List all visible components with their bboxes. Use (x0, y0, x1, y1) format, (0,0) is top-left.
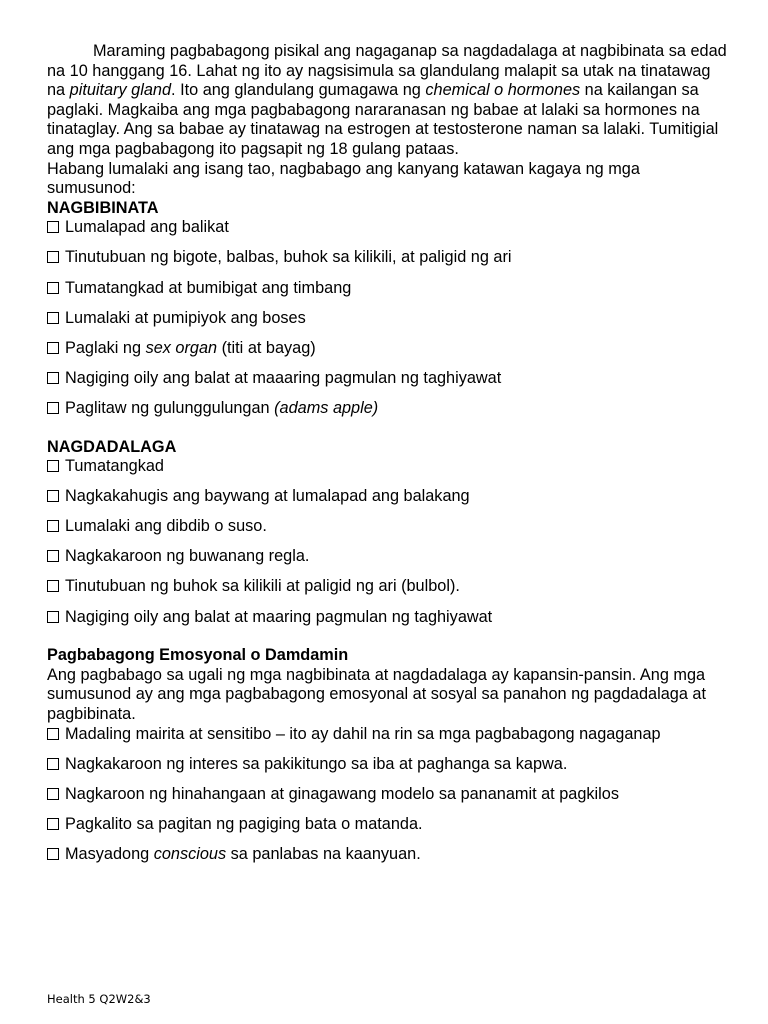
checkbox-icon (47, 728, 59, 740)
text-run: Pagkalito sa pagitan ng pagiging bata o matanda. (65, 814, 423, 833)
list-item (47, 248, 727, 268)
text-run: sa panlabas na kaanyuan. (226, 844, 421, 863)
text-run: Masyadong (65, 844, 154, 863)
text-run: Nagkakahugis ang baywang at lumalapad ang balakang (65, 487, 470, 506)
text-run: Maraming pagbabagong pisikal ang nagaganap sa nagdadalaga at nagbibinata sa edad na 10 hanggang 16. Lahat ng ito ay nagsisimula sa glandulang malapit sa utak na tinatawag na (47, 42, 727, 100)
text-run: Nagkakaroon ng buwanang regla. (65, 547, 310, 566)
emphasis-text: sex organ (145, 338, 218, 357)
text-run: Paglaki ng (65, 338, 146, 357)
emphasis-text: conscious (153, 844, 227, 863)
list-item (47, 369, 727, 389)
checkbox-icon (47, 460, 59, 472)
checkbox-icon (47, 758, 59, 770)
list-item (47, 577, 727, 597)
emphasis-text: (adams apple) (274, 398, 379, 417)
checkbox-icon (47, 251, 59, 263)
list-item (47, 725, 727, 745)
checkbox-icon (47, 342, 59, 354)
text-run: (titi at bayag) (217, 338, 316, 357)
list-nagdadalaga (47, 457, 727, 627)
text-run: Paglitaw ng gulunggulungan (65, 398, 275, 417)
list-emosyonal (47, 725, 727, 865)
list-item (47, 279, 727, 299)
list-item (47, 218, 727, 238)
text-run: Lumalaki ang dibdib o suso. (65, 517, 267, 536)
checkbox-icon (47, 520, 59, 532)
intro-lead-in: Habang lumalaki ang isang tao, nagbabago ang kanyang katawan kagaya ng mga sumusunod: (47, 159, 640, 198)
text-run: Nagiging oily ang balat at maaring pagmulan ng taghiyawat (65, 607, 493, 626)
text-run: Lumalapad ang balikat (65, 218, 229, 237)
checkbox-icon (47, 372, 59, 384)
emphasis-text: chemical o hormones (425, 81, 581, 100)
text-run: Lumalaki at pumipiyok ang boses (65, 308, 306, 327)
document-body (47, 42, 727, 865)
text-run: Tumatangkad (65, 457, 164, 476)
checkbox-icon (47, 788, 59, 800)
checkbox-icon (47, 580, 59, 592)
text-run: na kailangan sa paglaki. Magkaiba ang mga pagbabagong nararanasan ng babae at lalaki sa hormones na tinataglay. Ang sa babae ay tinatawag na estrogen at testosterone naman sa lalaki. Tumitigial ang mga pagbabagong ito pagsapit ng 18 gulang pataas. (47, 81, 719, 158)
list-item (47, 755, 727, 775)
list-nagbibinata (47, 218, 727, 418)
checkbox-icon (47, 282, 59, 294)
list-item (47, 815, 727, 835)
text-run: Nagiging oily ang balat at maaaring pagmulan ng taghiyawat (65, 368, 502, 387)
checkbox-icon (47, 818, 59, 830)
text-run: Nagkaroon ng hinahangaan at ginagawang modelo sa pananamit at pagkilos (65, 784, 619, 803)
text-run: Nagkakaroon ng interes sa pakikitungo sa iba at paghanga sa kapwa. (65, 754, 568, 773)
checkbox-icon (47, 611, 59, 623)
text-run: Madaling mairita at sensitibo – ito ay dahil na rin sa mga pagbabagong nagaganap (65, 724, 661, 743)
page-footer: Health 5 Q2W2&3 (47, 992, 151, 1006)
list-item (47, 517, 727, 537)
list-item (47, 547, 727, 567)
list-item (47, 845, 727, 865)
emphasis-text: pituitary gland (69, 81, 172, 100)
checkbox-icon (47, 402, 59, 414)
checkbox-icon (47, 550, 59, 562)
section-heading-nagdadalaga: NAGDADALAGA (47, 437, 177, 456)
list-item (47, 339, 727, 359)
intro-paragraph (47, 42, 727, 160)
list-item (47, 399, 727, 419)
text-run: Tinutubuan ng buhok sa kilikili at paligid ng ari (bulbol). (65, 577, 460, 596)
emosyonal-intro: Ang pagbabago sa ugali ng mga nagbibinata at nagdadalaga ay kapansin-pansin. Ang mga sumusunod ay ang mga pagbabagong emosyonal at sosyal sa panahon ng pagdadalaga at pagbibinata. (47, 665, 706, 723)
section-heading-nagbibinata: NAGBIBINATA (47, 198, 159, 217)
list-item (47, 457, 727, 477)
list-item (47, 487, 727, 507)
checkbox-icon (47, 221, 59, 233)
list-item (47, 785, 727, 805)
checkbox-icon (47, 490, 59, 502)
list-item (47, 309, 727, 329)
checkbox-icon (47, 848, 59, 860)
section-heading-emosyonal: Pagbabagong Emosyonal o Damdamin (47, 646, 349, 665)
checkbox-icon (47, 312, 59, 324)
text-run: Tinutubuan ng bigote, balbas, buhok sa kilikili, at paligid ng ari (65, 248, 512, 267)
list-item (47, 608, 727, 628)
text-run: . Ito ang glandulang gumagawa ng (171, 81, 426, 100)
text-run: Tumatangkad at bumibigat ang timbang (65, 278, 352, 297)
